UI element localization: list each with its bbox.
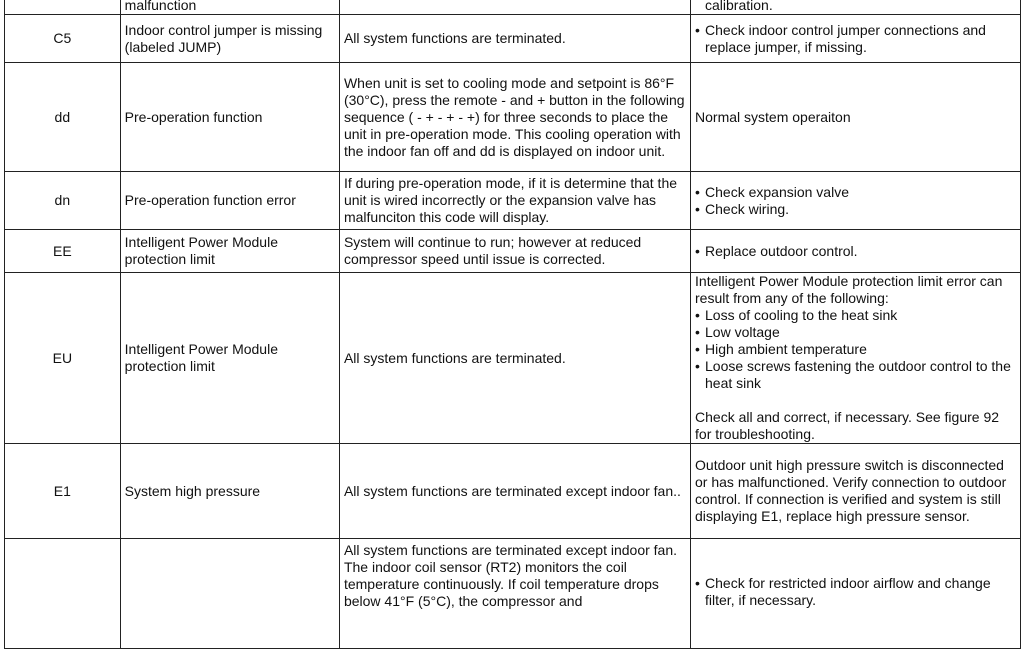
action-item: • Check for restricted indoor airflow and change filter, if necessary.	[695, 575, 1016, 609]
actions-cell	[691, 230, 1021, 273]
operation-text: All system functions are terminated except indoor fan. The indoor coil sensor (RT2) monitors the coil temperature continuously. If coil temperature drops below 41°F (5°C), the compressor and	[343, 542, 678, 609]
error-code-table	[4, 0, 1021, 649]
action-item: • High ambient temperature	[695, 341, 1016, 358]
code-cell: dd	[5, 63, 121, 172]
code-cell: C5	[5, 15, 121, 63]
actions-cell: Normal system operaiton	[691, 63, 1021, 172]
actions-cell	[691, 15, 1021, 63]
action-list	[695, 243, 1016, 260]
table-row	[5, 15, 1021, 63]
description-cell: Pre-operation function	[120, 63, 339, 172]
action-list	[695, 184, 1016, 218]
action-item: • Replace outdoor control.	[695, 243, 1016, 260]
action-item: • Check wiring.	[695, 201, 1016, 218]
description-cell: System high pressure	[120, 444, 339, 539]
operation-cell	[339, 0, 690, 15]
description-cell	[120, 539, 339, 649]
description-cell	[120, 0, 339, 15]
table-row	[5, 273, 1021, 444]
action-item: • Loss of cooling to the heat sink	[695, 307, 1016, 324]
code-cell: dn	[5, 172, 121, 230]
table-row	[5, 539, 1021, 649]
actions-cell	[691, 273, 1021, 444]
action-list	[695, 575, 1016, 609]
code-cell: EE	[5, 230, 121, 273]
operation-cell: All system functions are terminated.	[339, 273, 690, 444]
operation-cell: System will continue to run; however at reduced compressor speed until issue is corrected.	[339, 230, 690, 273]
operation-cell: All system functions are terminated except indoor fan..	[339, 444, 690, 539]
actions-cell	[691, 172, 1021, 230]
operation-cell: If during pre-operation mode, if it is determine that the unit is wired incorrectly or the expansion valve has malfunciton this code will display.	[339, 172, 690, 230]
action-text: calibration.	[705, 0, 773, 13]
table-row	[5, 63, 1021, 172]
action-item: • Check expansion valve	[695, 184, 1016, 201]
operation-cell: When unit is set to cooling mode and setpoint is 86°F (30°C), press the remote - and + button in the following sequence ( - + - + - +) for three seconds to place the unit in pre-operation mode. This cooling operation with the indoor fan off and dd is displayed on indoor unit.	[339, 63, 690, 172]
table-row	[5, 172, 1021, 230]
action-list	[695, 22, 1016, 56]
table-row	[5, 0, 1021, 15]
description-text: malfunction	[124, 0, 197, 13]
actions-cell: Outdoor unit high pressure switch is disconnected or has malfunctioned. Verify connection to outdoor control. If connection is verified and system is still displaying E1, replace high pressure sensor.	[691, 444, 1021, 539]
code-cell	[5, 539, 121, 649]
table-row	[5, 230, 1021, 273]
action-item: • Loose screws fastening the outdoor control to the heat sink	[695, 358, 1016, 392]
operation-cell	[339, 539, 690, 649]
table-row	[5, 444, 1021, 539]
code-cell: EU	[5, 273, 121, 444]
actions-cell	[691, 0, 1021, 15]
description-cell: Pre-operation function error	[120, 172, 339, 230]
action-item: • Check indoor control jumper connections and replace jumper, if missing.	[695, 22, 1016, 56]
spacer	[695, 392, 1016, 409]
action-intro: Intelligent Power Module protection limit error can result from any of the following:	[695, 273, 1003, 306]
action-item: • Low voltage	[695, 324, 1016, 341]
actions-cell	[691, 539, 1021, 649]
action-list	[695, 307, 1016, 392]
operation-cell: All system functions are terminated.	[339, 15, 690, 63]
code-cell	[5, 0, 121, 15]
description-cell: Intelligent Power Module protection limit	[120, 230, 339, 273]
code-cell: E1	[5, 444, 121, 539]
action-footer: Check all and correct, if necessary. See figure 92 for troubleshooting.	[695, 409, 1000, 442]
description-cell: Intelligent Power Module protection limit	[120, 273, 339, 444]
description-cell: Indoor control jumper is missing (labeled JUMP)	[120, 15, 339, 63]
